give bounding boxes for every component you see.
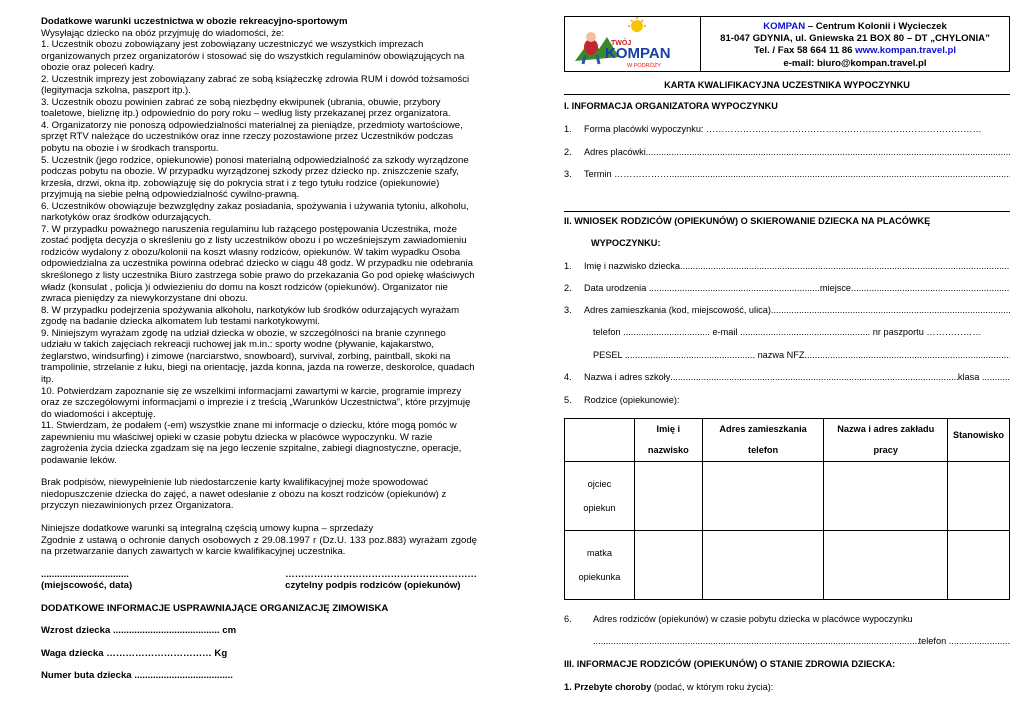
parents-table [564, 418, 1010, 600]
contract-note: Niniejsze dodatkowe warunki są integralną częścią umowy kupna – sprzedaży [41, 522, 374, 534]
condition-item: 3. Uczestnik obozu powinien zabrać ze sobą niezbędny ekwipunek (ubrania, obuwie, przybory toaletowe, bieliznę itp.) odpowiednio do pory roku – według listy przekazanej przez organizatora. [41, 96, 451, 120]
condition-item: 1. Uczestnik obozu zobowiązany jest zobowiązany uczestniczyć we wszystkich imprezach organizowanych przez organizatorów i stosować się do wszystkich regulaminów obowiązujących na obozie oraz poleceń kadry. [41, 39, 465, 74]
condition-item: 8. W przypadku podejrzenia spożywania alkoholu, narkotyków lub środków odurzających wyrażam zgodę na badanie dziecka alkomatem lub testami narkotykowymi. [41, 304, 460, 328]
company-header [564, 16, 1010, 72]
condition-item: 11. Stwierdzam, że podałem (-em) wszystkie znane mi informacje o dziecku, które mogą pomóc w zapewnieniu mu właściwej opieki w czasie pobytu dziecka w placówce wypoczynku. W razie zagrożenia życia dziecka zgadzam się na jego leczenie szpitalne, zabiegi diagnostyczne, operacje, podawanie leków. [41, 420, 462, 466]
facility-address-field[interactable]: 2. Adres placówki ..... [564, 147, 1010, 158]
birth-date-field[interactable]: 2. Data urodzenia ................................................................... miejsce ..... [564, 283, 1010, 294]
conditions-list [41, 39, 477, 466]
parent-signature-line[interactable]: …………………………………………………… [285, 568, 477, 580]
condition-item: 6. Uczestników obowiązuje bezwzględny zakaz posiadania, spożywania i używania tytoniu, alkoholu, narkotyków oraz środków odurzających. [41, 200, 469, 224]
company-contact [701, 17, 1009, 71]
mother-name-cell[interactable] [634, 531, 702, 600]
company-phone: Tel. / Fax 58 664 11 86 [753, 45, 856, 57]
mother-address-cell[interactable] [702, 531, 824, 600]
father-address-cell[interactable] [702, 462, 824, 531]
left-page [41, 16, 477, 693]
father-name-cell[interactable] [634, 462, 702, 531]
condition-item: 7. W przypadku poważnego naruszenia regulaminu lub rażącego postępowania Uczestnika, może zostać podjęta decyzja o skreśleniu go z listy uczestników obozu i po wcześniejszym zawiadomieniu rodziców wydalony z obozu/kolonii na koszt własny rodziców, opiekunów. W takim wypadku Osoba odpowiedzialna za uczestnika powinna odebrać dziecko w ciągu 48 godz. W przypadku nie odebrania skreślonego z listy uczestnika Biuro zastrzega sobie prawo do przekazania Go pod opiekę właściwych władz (konsulat , policja )i odwiezieniu do domu na koszt rodziców (opiekunów). Organizator nie zwraca pieniędzy za niewykorzystane dni obozu. [41, 223, 475, 305]
place-date-label: (miejscowość, data) [41, 580, 133, 592]
conditions-title: Dodatkowe warunki uczestnictwa w obozie rekreacyjno-sportowym [41, 16, 348, 27]
father-work-cell[interactable] [824, 462, 948, 531]
company-website-link[interactable]: www.kompan.travel.pl [855, 45, 957, 57]
card-title: KARTA KWALIFIKACYJNA UCZESTNIKA WYPOCZYNKU [664, 80, 910, 90]
title-divider [564, 94, 1010, 95]
father-position-cell[interactable] [948, 462, 1010, 531]
kompan-logo [565, 17, 701, 71]
child-height-field[interactable]: Wzrost dziecka ........................................ cm [41, 625, 237, 637]
section2-divider [564, 211, 1010, 212]
condition-item: 9. Niniejszym wyrażam zgodę na udział dziecka w obozie, w szczególności na branie czynnego udziału w takich zajęciach rekreacji ruchowej jak m.in.: sporty wodne (pływanie, kajakarstwo, żeglarstwo, windsurfing) i zimowe (narciarstwo, snowboard), survival, zorbing, paintball, skoki na trampolinie, strzelanie z łuku, biegi na orientację, jazda konna, jazda na rowerze, deskorolce, quadach itp. [41, 327, 475, 385]
condition-item: 10. Potwierdzam zapoznanie się ze wszelkimi informacjami zawartymi w karcie, programie imprezy oraz ze szczegółowymi informacjami o imprezie i z treścią „Warunków Uczestnictwa”, które przyjmuję do wiadomości i akceptuję. [41, 385, 471, 420]
parent-signature-label: czytelny podpis rodziców (opiekunów) [285, 580, 461, 592]
pesel-nfz-field[interactable]: PESEL ................................................... nazwa NFZ ..... [593, 350, 1010, 361]
mother-work-cell[interactable] [824, 531, 948, 600]
father-row: ojciec opiekun [565, 462, 1010, 531]
condition-item: 5. Uczestnik (jego rodzice, opiekunowie) ponosi materialną odpowiedzialność za szkody wyrządzone podczas pobytu na obozie. W przypadku wyrządzonej szkody przez dziecko np. zniszczenie szafy, krzesła, drzwi, okna itp. zobowiązuję się do pokrycia strat i z tego tytułu rodzice (opiekunowie) przyjmują na siebie pełną odpowiedzialność cywilno-prawną. [41, 154, 469, 201]
mother-row: matka opiekunka [565, 531, 1010, 600]
parents-holiday-address-label: 6. Adres rodziców (opiekunów) w czasie pobytu dziecka w placówce wypoczynku [564, 614, 913, 624]
condition-item: 2. Uczestnik imprezy jest zobowiązany zabrać ze sobą książeczkę zdrowia RUM i dowód tożsamości (legitymacja szkolna, paszport itp.). [41, 73, 470, 97]
section1-title: I. INFORMACJA ORGANIZATORA WYPOCZYNKU [564, 101, 778, 111]
term-field[interactable]: 3. Termin ……………… ..... [564, 169, 1010, 180]
logo-sub-text: W PODRÓŻY [627, 63, 661, 69]
place-date-line[interactable]: ................................. [41, 568, 129, 580]
company-email[interactable]: e-mail: biuro@kompan.travel.pl [783, 57, 927, 69]
mother-position-cell[interactable] [948, 531, 1010, 600]
phone-email-passport-field[interactable]: telefon .................................. e-mail ................................................... nr paszportu ……………… [593, 327, 982, 337]
kompan-logo-image [565, 17, 699, 71]
company-brand: KOMPAN [763, 21, 806, 32]
company-address: 81-047 GDYNIA, ul. Gniewska 21 BOX 80 – DT „CHYLONIA” [720, 33, 990, 45]
past-illnesses-label: 1. Przebyte choroby (podać, w którym roku życia): [564, 682, 774, 692]
conditions-intro: Wysyłając dziecko na obóz przyjmuję do wiadomości, że: [41, 27, 285, 39]
parents-label: 5. Rodzice (opiekunowie): [564, 395, 680, 405]
child-shoe-size-field[interactable]: Numer buta dziecka ..................................... [41, 670, 233, 682]
logo-top-text: TWÓJ [611, 40, 632, 47]
section3-title: III. INFORMACJE RODZICÓW (OPIEKUNÓW) O STANIE ZDROWIA DZIECKA: [564, 659, 896, 669]
winter-info-title: DODATKOWE INFORMACJE USPRAWNIAJĄCE ORGANIZACJĘ ZIMOWISKA [41, 602, 389, 614]
parents-table-header: Imię i nazwisko Adres zamieszkania telefon Nazwa i adres zakładu pracy Stanowisko [565, 419, 1010, 462]
condition-item: 4. Organizatorzy nie ponoszą odpowiedzialności materialnej za pieniądze, przedmioty wartościowe, sprzęt RTV należące do uczestników oraz inne rzeczy pozostawione przez Uczestników podczas pobytu na obozie i w środkach transportu. [41, 119, 463, 155]
signature-row [41, 569, 477, 592]
section2-title-cont: WYPOCZYNKU: [591, 238, 661, 248]
home-address-field[interactable]: 3. Adres zamieszkania (kod, miejscowość, ulica) ..... [564, 305, 1010, 316]
school-field[interactable]: 4. Nazwa i adres szkoły ..... klasa ........... [564, 372, 1010, 383]
data-consent: Zgodnie z ustawą o ochronie danych osobowych z 29.08.1997 r (Dz.U. 133 poz.883) wyrażam zgodę na przetwarzanie danych zawartych w karcie kwalifikacyjnej uczestnika. [41, 534, 477, 558]
child-weight-field[interactable]: Waga dziecka …………………………… Kg [41, 647, 228, 659]
child-name-field[interactable]: 1. Imię i nazwisko dziecka ..... [564, 261, 1010, 272]
facility-form-field[interactable]: 1. Forma placówki wypoczynku: ……………………………………………………………………………… [564, 124, 982, 134]
section2-title: II. WNIOSEK RODZICÓW (OPIEKUNÓW) O SKIEROWANIE DZIECKA NA PLACÓWKĘ [564, 216, 931, 226]
company-name: – Centrum Kolonii i Wycieczek [805, 21, 947, 32]
missing-docs-note: Brak podpisów, niewypełnienie lub niedostarczenie karty kwalifikacyjnej może spowodować niedopuszczenie dziecka do zajęć, a nawet odesłanie z obozu na koszt rodziców (opiekunów) z przyczyn niezawinionych przez Organizatora. [41, 477, 447, 512]
logo-main-text: KOMPAN [605, 45, 671, 62]
parents-holiday-address-field[interactable]: ..... telefon ........................ [593, 636, 1010, 647]
